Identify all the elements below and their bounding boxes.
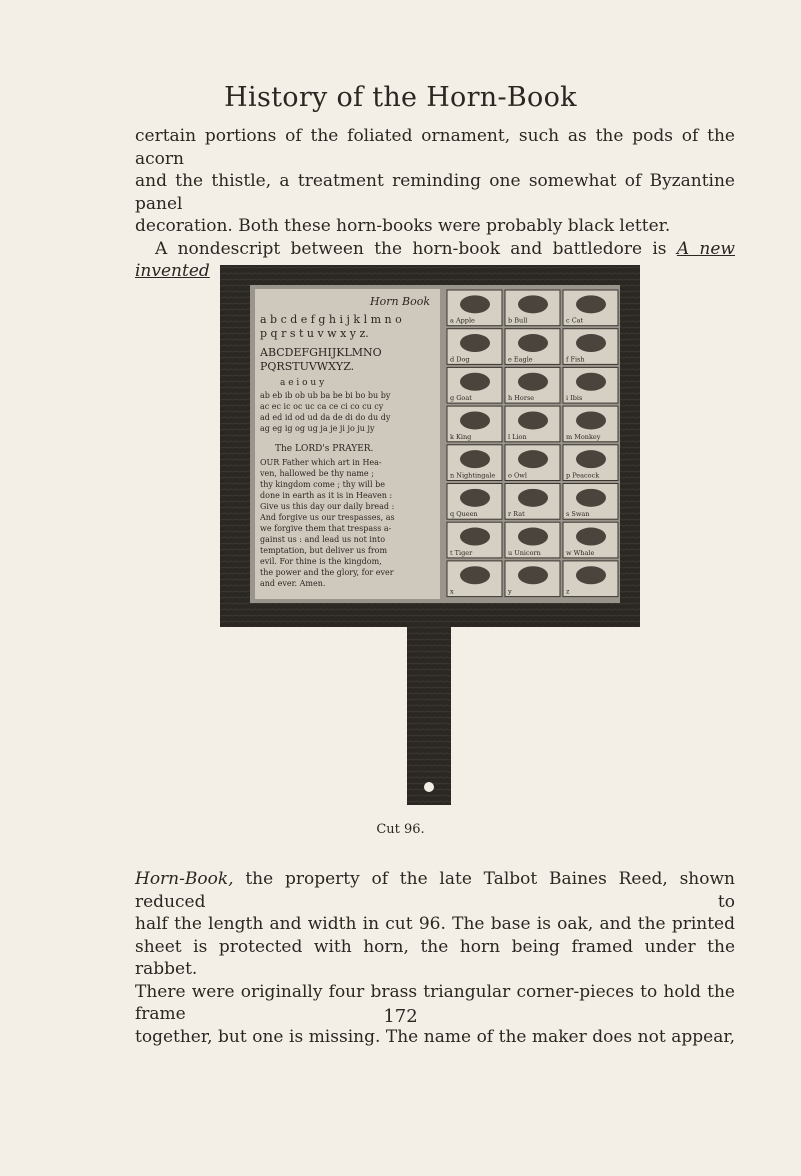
picture-illustration	[518, 450, 548, 468]
picture-cell	[505, 484, 560, 520]
picture-illustration	[576, 489, 606, 507]
picture-cell	[505, 367, 560, 403]
picture-illustration	[460, 295, 490, 313]
prayer-line: evil. For thine is the kingdom,	[260, 557, 382, 566]
picture-illustration	[576, 450, 606, 468]
picture-label: d Dog	[450, 355, 470, 364]
picture-illustration	[460, 528, 490, 546]
picture-illustration	[518, 489, 548, 507]
picture-label: r Rat	[508, 510, 525, 519]
picture-illustration	[518, 528, 548, 546]
text-line: sheet is protected with horn, the horn being framed under the rabbet.	[135, 936, 735, 979]
picture-cell	[447, 522, 502, 558]
picture-label: t Tiger	[450, 548, 473, 557]
picture-label: g Goat	[450, 394, 472, 403]
picture-cell	[563, 445, 618, 481]
text-line: certain portions of the foliated ornament, such as the pods of the acorn	[135, 126, 735, 169]
text-run: A nondescript between the horn-book and battledore is	[155, 238, 667, 259]
syllables-row: ad ed id od ud da de di do du dy	[260, 413, 391, 422]
picture-label: p Peacock	[566, 471, 600, 480]
prayer-line: Give us this day our daily bread :	[260, 502, 395, 511]
text-line: decoration. Both these horn-books were probably black letter.	[135, 216, 671, 236]
picture-illustration	[460, 334, 490, 352]
prayer-line: and ever. Amen.	[260, 579, 326, 588]
text-run: the property of the late Talbot Baines Reed, shown reduced to	[135, 869, 735, 912]
picture-cell	[505, 522, 560, 558]
picture-illustration	[518, 566, 548, 584]
vowels: a e i o u y	[280, 378, 325, 388]
picture-illustration	[518, 411, 548, 429]
picture-illustration	[576, 373, 606, 391]
picture-label: x	[450, 587, 454, 596]
picture-label: w Whale	[566, 548, 595, 557]
running-head: History of the Horn-Book	[224, 82, 577, 113]
picture-cell	[505, 445, 560, 481]
picture-cell	[447, 484, 502, 520]
prayer-title: The LORD's PRAYER.	[275, 444, 374, 454]
syllables-row: ab eb ib ob ub ba be bi bo bu by	[260, 391, 391, 400]
horn-book-handle	[407, 623, 451, 805]
sheet-title: Horn Book	[370, 295, 431, 308]
text-line: There were originally four brass triangular corner-pieces to hold the frame	[135, 981, 735, 1024]
text-line: and the thistle, a treatment reminding one somewhat of Byzantine panel	[135, 171, 735, 214]
picture-label: i Ibis	[566, 394, 583, 403]
picture-label: m Monkey	[566, 432, 601, 441]
picture-illustration	[576, 566, 606, 584]
picture-label: h Horse	[508, 394, 535, 403]
prayer-line: temptation, but deliver us from	[260, 546, 388, 555]
picture-illustration	[460, 566, 490, 584]
prayer-line: thy kingdom come ; thy will be	[260, 480, 385, 489]
picture-cell	[563, 367, 618, 403]
text-line: together, but one is missing. The name of the maker does not appear,	[135, 1026, 735, 1047]
picture-label: y	[508, 587, 512, 596]
paragraph-top	[135, 125, 735, 283]
picture-label: f Fish	[566, 355, 585, 364]
picture-cell	[563, 290, 618, 326]
picture-cell	[447, 329, 502, 365]
picture-label: b Bull	[508, 316, 528, 325]
picture-illustration	[576, 528, 606, 546]
prayer-line: ven, hallowed be thy name ;	[260, 469, 374, 478]
picture-illustration	[518, 334, 548, 352]
picture-illustration	[576, 411, 606, 429]
picture-illustration	[518, 295, 548, 313]
prayer-line: gainst us : and lead us not into	[260, 535, 386, 544]
picture-cell	[447, 406, 502, 442]
picture-cell	[505, 329, 560, 365]
picture-cell	[563, 484, 618, 520]
picture-label: o Owl	[508, 471, 527, 480]
picture-cell	[505, 290, 560, 326]
picture-label: u Unicorn	[508, 548, 541, 557]
picture-cell	[505, 406, 560, 442]
picture-cell	[505, 561, 560, 597]
text-line: half the length and width in cut 96. The base is oak, and the printed	[135, 914, 735, 934]
picture-label: l Lion	[508, 432, 527, 441]
prayer-line: And forgive us our trespasses, as	[260, 513, 395, 522]
picture-illustration	[518, 373, 548, 391]
picture-cell	[447, 290, 502, 326]
picture-label: n Nightingale	[450, 471, 496, 480]
picture-cell	[563, 522, 618, 558]
picture-label: s Swan	[566, 510, 590, 519]
horn-book-illustration	[220, 265, 640, 810]
picture-cell	[563, 329, 618, 365]
text-line	[135, 868, 735, 913]
page-number: 172	[383, 1006, 418, 1027]
prayer-line: we forgive them that trespass a-	[260, 524, 392, 533]
alphabet-upper-1: ABCDEFGHIJKLMNO	[260, 346, 382, 359]
picture-label: c Cat	[566, 316, 584, 325]
picture-label: k King	[450, 432, 472, 441]
alphabet-upper-2: PQRSTUVWXYZ.	[260, 360, 355, 373]
picture-cell	[447, 445, 502, 481]
handle-hole	[424, 782, 434, 792]
italic-phrase: Horn-Book,	[135, 869, 234, 889]
syllables-row: ac ec ic oc uc ca ce ci co cu cy	[260, 402, 384, 411]
picture-illustration	[576, 334, 606, 352]
picture-cell	[447, 367, 502, 403]
alphabet-lower-2: p q r s t u v w x y z.	[260, 327, 369, 340]
picture-cell	[447, 561, 502, 597]
picture-illustration	[576, 295, 606, 313]
syllables-row: ag eg ig og ug ja je ji jo ju jy	[260, 424, 375, 433]
picture-illustration	[460, 450, 490, 468]
prayer-line: OUR Father which art in Hea-	[260, 458, 382, 467]
picture-illustration	[460, 411, 490, 429]
alphabet-lower-1: a b c d e f g h i j k l m n o	[260, 313, 402, 326]
picture-label: z	[566, 587, 570, 596]
picture-label: a Apple	[450, 316, 475, 325]
picture-cell	[563, 561, 618, 597]
picture-illustration	[460, 489, 490, 507]
prayer-line: the power and the glory, for ever	[260, 568, 394, 577]
figure-caption: Cut 96.	[376, 822, 425, 837]
picture-cell	[563, 406, 618, 442]
picture-label: e Eagle	[508, 355, 533, 364]
picture-label: q Queen	[450, 510, 478, 519]
prayer-line: done in earth as it is in Heaven :	[260, 491, 393, 500]
picture-illustration	[460, 373, 490, 391]
italic-phrase: A new invented	[135, 238, 735, 281]
